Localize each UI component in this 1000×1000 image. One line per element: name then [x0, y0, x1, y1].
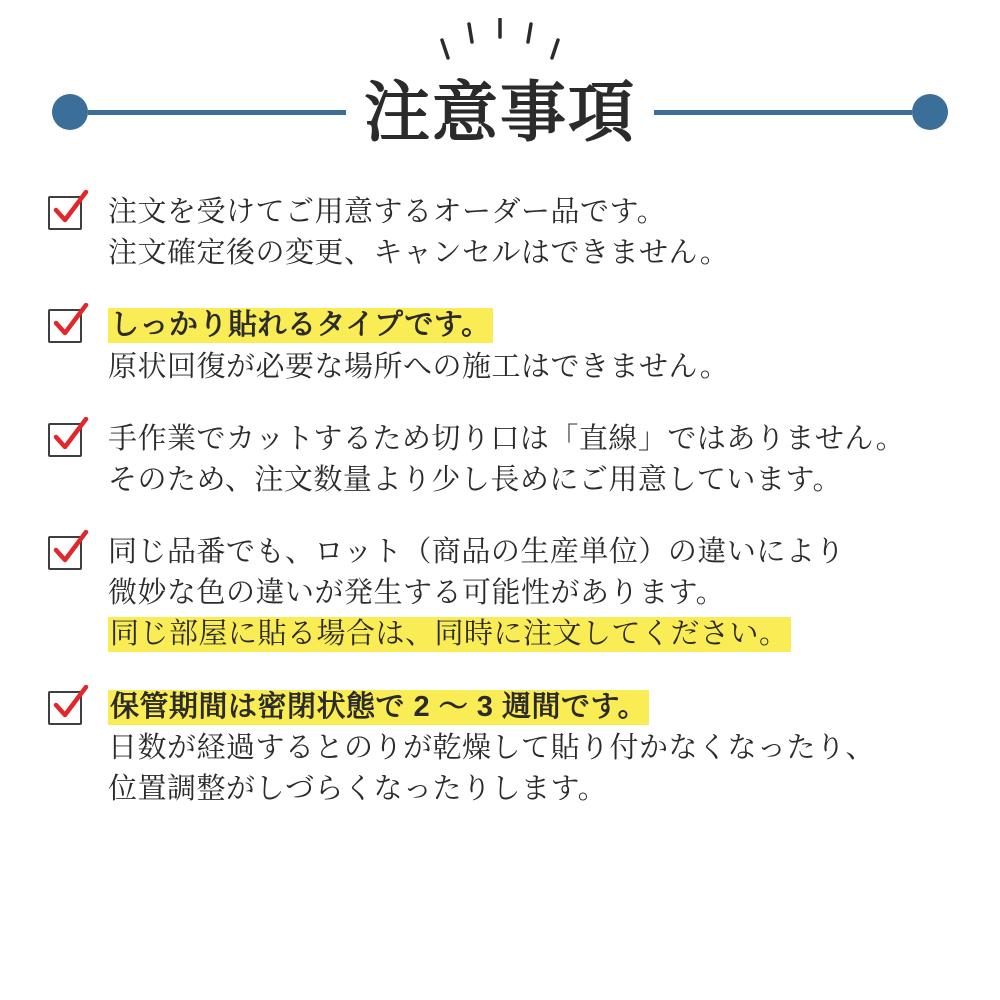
page-header [0, 0, 1000, 180]
rule-line-right [654, 110, 912, 115]
notes-list [48, 192, 958, 841]
note-line: 同じ品番でも、ロット（商品の生産単位）の違いにより [108, 536, 845, 569]
note-line: 手作業でカットするため切り口は「直線」ではありません。 [108, 422, 906, 455]
checkbox-checked-icon [48, 536, 86, 574]
note-line: そのため、注文数量より少し長めにご用意しています。 [108, 463, 843, 496]
note-text [108, 192, 958, 274]
note-line: 原状回復が必要な場所への施工はできません。 [108, 350, 730, 383]
list-item [48, 419, 958, 501]
rule-dot-left-icon [52, 94, 88, 130]
note-line: 位置調整がしづらくなったりします。 [108, 772, 608, 805]
rule-line-left [88, 110, 346, 115]
checkbox-checked-icon [48, 691, 86, 729]
note-line: 同じ部屋に貼る場合は、同時に注文してください。 [110, 618, 789, 651]
list-item [48, 192, 958, 274]
list-item [48, 687, 958, 811]
title-rule-right [654, 94, 948, 130]
note-line: 日数が経過するとのりが乾燥して貼り付かなくなったり、 [108, 731, 876, 764]
checkbox-checked-icon [48, 423, 86, 461]
page-title: 注意事項 [364, 75, 636, 149]
title-rule-left [52, 94, 346, 130]
note-line: しっかり貼れるタイプです。 [110, 309, 491, 342]
list-item [48, 532, 958, 656]
list-item [48, 305, 958, 387]
note-text [108, 532, 958, 656]
title-row [0, 62, 1000, 162]
note-text [108, 305, 958, 387]
checkbox-checked-icon [48, 196, 86, 234]
rule-dot-right-icon [912, 94, 948, 130]
note-line: 注文確定後の変更、キャンセルはできません。 [108, 237, 730, 270]
checkbox-checked-icon [48, 309, 86, 347]
note-text [108, 419, 958, 501]
sparkle-burst-icon [440, 18, 560, 68]
note-line: 注文を受けてご用意するオーダー品です。 [108, 196, 667, 228]
note-text [108, 687, 958, 811]
note-line: 微妙な色の違いが発生する可能性があります。 [108, 577, 726, 610]
note-line: 保管期間は密閉状態で 2 〜 3 週間です。 [110, 690, 648, 723]
